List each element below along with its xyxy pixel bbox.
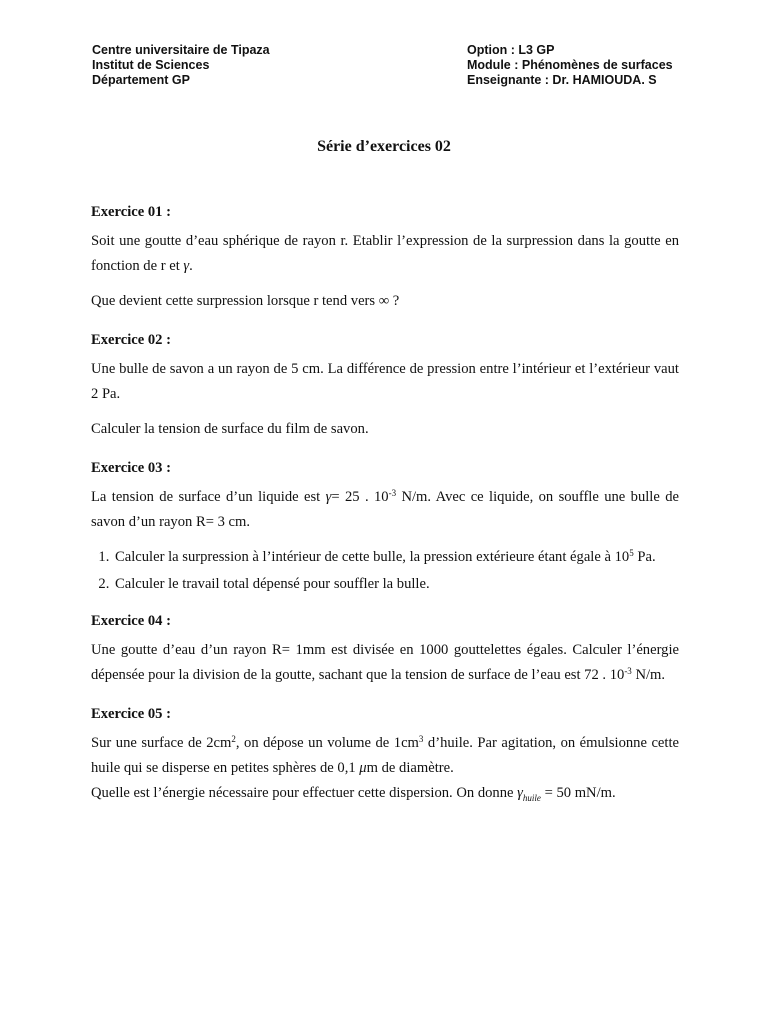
exercise-list bbox=[91, 200, 679, 816]
gamma-symbol: γ bbox=[183, 258, 190, 274]
mu-symbol: μ bbox=[359, 760, 367, 776]
question-text: Pa. bbox=[633, 549, 656, 565]
exercise-03-text-part: N/m. Avec ce liquide, on souffle une bulle de savon d’un rayon R= 3 cm. bbox=[91, 489, 679, 530]
exercise-01-title: Exercice 01 : bbox=[91, 204, 171, 220]
exponent: 3 bbox=[418, 734, 424, 744]
exercise-04-text-part: Une goutte d’eau d’un rayon R= 1mm est divisée en 1000 gouttelettes égales. Calculer l’énergie dépensée pour la division de la goutte, sachant que la tension de surface de l’eau est 72 . 10 bbox=[91, 642, 679, 683]
header-left bbox=[92, 43, 270, 88]
header-department: Département GP bbox=[92, 73, 190, 87]
header-right bbox=[467, 43, 673, 88]
header-teacher: Enseignante : Dr. HAMIOUDA. S bbox=[467, 73, 657, 87]
header-option: Option : L3 GP bbox=[467, 43, 555, 57]
exercise-05-question-part: = 50 mN/m. bbox=[540, 785, 616, 801]
question-text: Calculer la surpression à l’intérieur de cette bulle, la pression extérieure étant égale à 10 bbox=[115, 549, 630, 565]
exercise-03-text-part: La tension de surface d’un liquide est bbox=[91, 489, 326, 505]
exercise-05-text-part: m de diamètre. bbox=[366, 760, 454, 776]
exercise-05-text-part: Sur une surface de 2cm bbox=[91, 735, 232, 751]
exercise-05-text-part: , on dépose un volume de 1cm bbox=[235, 735, 419, 751]
exponent: 2 bbox=[231, 734, 236, 744]
exercise-03-title: Exercice 03 : bbox=[91, 460, 171, 476]
exercise-05-text-part: d’huile. Par agitation, on émulsionne cette huile qui se disperse en petites sphères de 0,1 bbox=[91, 735, 679, 776]
header-module: Module : Phénomènes de surfaces bbox=[467, 58, 673, 72]
exercise-05-title: Exercice 05 : bbox=[91, 706, 171, 722]
exercise-01-text bbox=[91, 229, 679, 279]
page-title: Série d’exercices 02 bbox=[317, 138, 451, 155]
exercise-03-text bbox=[91, 485, 679, 535]
exercise-02-title: Exercice 02 : bbox=[91, 332, 171, 348]
exercise-03-question-2: 2. Calculer le travail total dépensé pour souffler la bulle. bbox=[113, 572, 679, 597]
gamma-symbol: γ bbox=[325, 489, 332, 505]
exponent: -3 bbox=[624, 666, 632, 676]
exponent: -3 bbox=[388, 488, 397, 498]
exercise-05-question bbox=[91, 781, 679, 806]
exercise-04-title: Exercice 04 : bbox=[91, 613, 171, 629]
exercise-02-question: Calculer la tension de surface du film de savon. bbox=[91, 421, 369, 437]
exercise-03-text-part: = 25 . 10 bbox=[331, 489, 389, 505]
exercise-03-question-1 bbox=[113, 545, 679, 570]
exercise-02-text: Une bulle de savon a un rayon de 5 cm. La différence de pression entre l’intérieur et l’extérieur vaut 2 Pa. bbox=[91, 361, 679, 402]
header-institute: Institut de Sciences bbox=[92, 58, 210, 72]
exercise-05-text bbox=[91, 731, 679, 781]
exponent: 5 bbox=[629, 548, 634, 558]
gamma-symbol: γ bbox=[517, 785, 523, 801]
subscript-huile: huile bbox=[522, 792, 541, 803]
exercise-05-question-part: Quelle est l’énergie nécessaire pour effectuer cette dispersion. On donne bbox=[91, 785, 518, 801]
exercise-03-questions bbox=[91, 545, 679, 597]
exercise-04-text bbox=[91, 638, 679, 688]
exercise-01-question: Que devient cette surpression lorsque r tend vers ∞ ? bbox=[91, 293, 400, 309]
exercise-01-text-end: . bbox=[189, 258, 193, 274]
exercise-04-text-part: N/m. bbox=[631, 667, 666, 683]
exercise-01-text-part: Soit une goutte d’eau sphérique de rayon r. Etablir l’expression de la surpression dans la goutte en fonction de r et bbox=[91, 233, 679, 274]
header-institution: Centre universitaire de Tipaza bbox=[92, 43, 270, 57]
